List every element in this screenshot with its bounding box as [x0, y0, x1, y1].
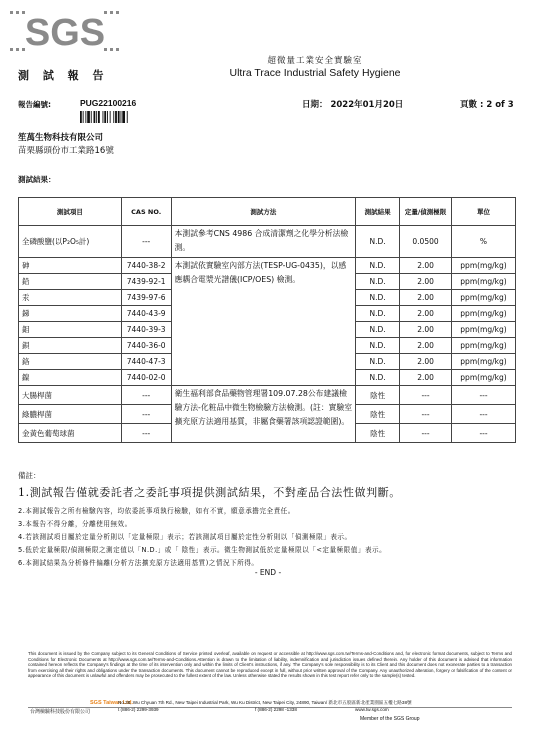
cell-result: N.D.: [356, 306, 400, 322]
cell-limit: ---: [400, 405, 452, 424]
cell-unit: ---: [452, 424, 516, 443]
cell-item: 鉻: [19, 354, 122, 370]
cell-cas: 7440-39-3: [121, 322, 171, 338]
footer-phone: t (886-2) 2299-3939: [118, 707, 159, 712]
cell-result: 陰性: [356, 405, 400, 424]
note-item: 2.本測試報告之所有檢驗內容，均依委託事項執行檢驗，如有不實，願意承擔完全責任。: [18, 507, 295, 515]
footer-disclaimer: This document is issued by the Company subject to its General Conditions of Service printed overleaf, available on request or accessible at http://www.sgs.com.tw/Terms-and-Conditions and, for electronic format documents, subject to Terms and Conditions for Electronic Documents at http://www.sgs.com.tw/Terms-and-Conditions.Attention is drawn to the limitation of liability, indemnification and jurisdiction issues defined therein. Any holder of this document is advised that information contained hereon reflects the Company's findings at the time of its intervention only and within the limits of Client's instructions, if any. The Company's sole responsibility is to its Client and this document does not exonerate parties to a transaction from exercising all their rights and obligations under the transaction documents. This document cannot be reproduced except in full, without prior written approval of the Company. Any unauthorized alteration, forgery or falsification of the content or appearance of this document is unlawful and offenders may be prosecuted to the fullest extent of the law. Unless otherwise stated the results shown in this test report refer only to the sample(s) tested.: [28, 651, 512, 678]
cell-item: 砷: [19, 258, 122, 274]
report-date: 日期： 2022年01月20日: [302, 100, 404, 110]
cell-limit: 2.00: [400, 370, 452, 386]
cell-cas: 7439-97-6: [121, 290, 171, 306]
cell-result: 陰性: [356, 424, 400, 443]
report-no: PUG22100216: [80, 98, 137, 108]
header-unit: 單位: [452, 198, 516, 226]
cell-limit: ---: [400, 386, 452, 405]
footer-website: www.tw.sgs.com: [355, 707, 389, 712]
svg-text:SGS: SGS: [24, 12, 106, 54]
footer-member: Member of the SGS Group: [360, 716, 420, 722]
cell-result: N.D.: [356, 258, 400, 274]
cell-result: N.D.: [356, 274, 400, 290]
cell-method: 衛生福利部食品藥物管理署109.07.28公布建議檢驗方法-化粧品中微生物檢驗方法檢測。(註：實驗室擴充原方法適用基質，非屬食藥署該項認證範圍)。: [171, 386, 356, 443]
cell-result: N.D.: [356, 322, 400, 338]
cell-result: 陰性: [356, 386, 400, 405]
end-marker: - END -: [254, 568, 282, 577]
header-item: 測試項目: [19, 198, 122, 226]
cell-result: N.D.: [356, 370, 400, 386]
barcode-image: [80, 111, 138, 123]
report-title: 測 試 報 告: [18, 69, 109, 82]
cell-result: N.D.: [356, 290, 400, 306]
header-cas: CAS NO.: [121, 198, 171, 226]
sgs-logo: [6, 5, 124, 57]
cell-unit: ---: [452, 386, 516, 405]
table-row: [19, 226, 516, 258]
cell-unit: ---: [452, 405, 516, 424]
cell-item: 銻: [19, 306, 122, 322]
notes-label: 備註：: [18, 471, 41, 480]
cell-item: 大腸桿菌: [19, 386, 122, 405]
cell-limit: 2.00: [400, 354, 452, 370]
header-limit: 定量/偵測極限: [400, 198, 452, 226]
cell-unit: ppm(mg/kg): [452, 354, 516, 370]
lab-name-en: Ultra Trace Industrial Safety Hygiene: [229, 67, 401, 79]
cell-result: N.D.: [356, 338, 400, 354]
cell-unit: ppm(mg/kg): [452, 338, 516, 354]
cell-cas: 7440-47-3: [121, 354, 171, 370]
cell-limit: ---: [400, 424, 452, 443]
cell-item: 鋇: [19, 338, 122, 354]
footer-address: No.38, Wu Chyuan 7th Rd., New Taipei Industrial Park, Wu Ku District, New Taipei City, 24890, Taiwan/ 新北市五股區新北產業園區五權七路38號: [118, 700, 412, 705]
lab-name-cn: 超微量工業安全實驗室: [267, 56, 363, 66]
cell-limit: 2.00: [400, 306, 452, 322]
cell-cas: ---: [121, 424, 171, 443]
footer-company-en: SGS Taiwan Ltd.: [90, 700, 133, 706]
footer-company-cn: 台灣檢驗科技股份有限公司: [30, 709, 91, 715]
results-label: 測試結果：: [18, 175, 56, 184]
cell-cas: 7440-38-2: [121, 258, 171, 274]
cell-item: 鎳: [19, 370, 122, 386]
report-no-label: 報告編號:: [18, 100, 51, 109]
note-item: 6.本測試結果為分析條件偏離(分析方法擴充原方法適用基質)之情況下所得。: [18, 559, 259, 567]
cell-unit: ppm(mg/kg): [452, 322, 516, 338]
client-name: 笙萬生物科技有限公司: [18, 133, 104, 143]
header-method: 測試方法: [171, 198, 356, 226]
cell-item: 汞: [19, 290, 122, 306]
cell-result: N.D.: [356, 226, 400, 258]
cell-item: 綠膿桿菌: [19, 405, 122, 424]
client-address: 苗栗縣頭份市工業路16號: [18, 146, 114, 156]
cell-cas: 7440-43-9: [121, 306, 171, 322]
cell-cas: 7439-92-1: [121, 274, 171, 290]
note-item: 4.若該測試項目屬於定量分析則以「定量極限」表示；若該測試項目屬於定性分析則以「偵測極限」表示。: [18, 533, 352, 541]
cell-item: 金黃色葡萄球菌: [19, 424, 122, 443]
note-item: 1.測試報告僅就委託者之委託事項提供測試結果，不對產品合法性做判斷。: [18, 486, 401, 499]
results-table: [18, 197, 516, 443]
cell-unit: ppm(mg/kg): [452, 306, 516, 322]
note-item: 5.低於定量極限/偵測極限之測定值以「N.D.」或「 陰性」表示。微生物測試低於定量極限以「<定量極限值」表示。: [18, 546, 387, 554]
page-number: 頁數 : 2 of 3: [460, 100, 514, 110]
table-row: [19, 386, 516, 405]
cell-method: 本測試依實驗室內部方法(TESP-UG-0435)，以感應耦合電漿光譜儀(ICP/OES) 檢測。: [171, 258, 356, 386]
cell-limit: 2.00: [400, 322, 452, 338]
table-row: [19, 258, 516, 274]
header-result: 測試結果: [356, 198, 400, 226]
cell-cas: 7440-02-0: [121, 370, 171, 386]
table-header-row: [19, 198, 516, 226]
cell-cas: ---: [121, 226, 171, 258]
note-item: 3.本報告不得分離，分離使用無效。: [18, 520, 132, 528]
cell-limit: 2.00: [400, 258, 452, 274]
cell-item: 鉛: [19, 274, 122, 290]
cell-cas: 7440-36-0: [121, 338, 171, 354]
cell-result: N.D.: [356, 354, 400, 370]
cell-cas: ---: [121, 405, 171, 424]
cell-limit: 2.00: [400, 274, 452, 290]
cell-unit: ppm(mg/kg): [452, 258, 516, 274]
cell-cas: ---: [121, 386, 171, 405]
footer-fax: f (886-2) 2298 -1338: [255, 707, 297, 712]
cell-limit: 2.00: [400, 290, 452, 306]
cell-limit: 2.00: [400, 338, 452, 354]
cell-unit: ppm(mg/kg): [452, 290, 516, 306]
cell-unit: %: [452, 226, 516, 258]
cell-item: 全磷酸鹽(以P₂O₅計): [19, 226, 122, 258]
cell-method: 本測試參考CNS 4986 合成清潔劑之化學分析法檢測。: [171, 226, 356, 258]
cell-unit: ppm(mg/kg): [452, 274, 516, 290]
cell-limit: 0.0500: [400, 226, 452, 258]
cell-item: 鉬: [19, 322, 122, 338]
cell-unit: ppm(mg/kg): [452, 370, 516, 386]
